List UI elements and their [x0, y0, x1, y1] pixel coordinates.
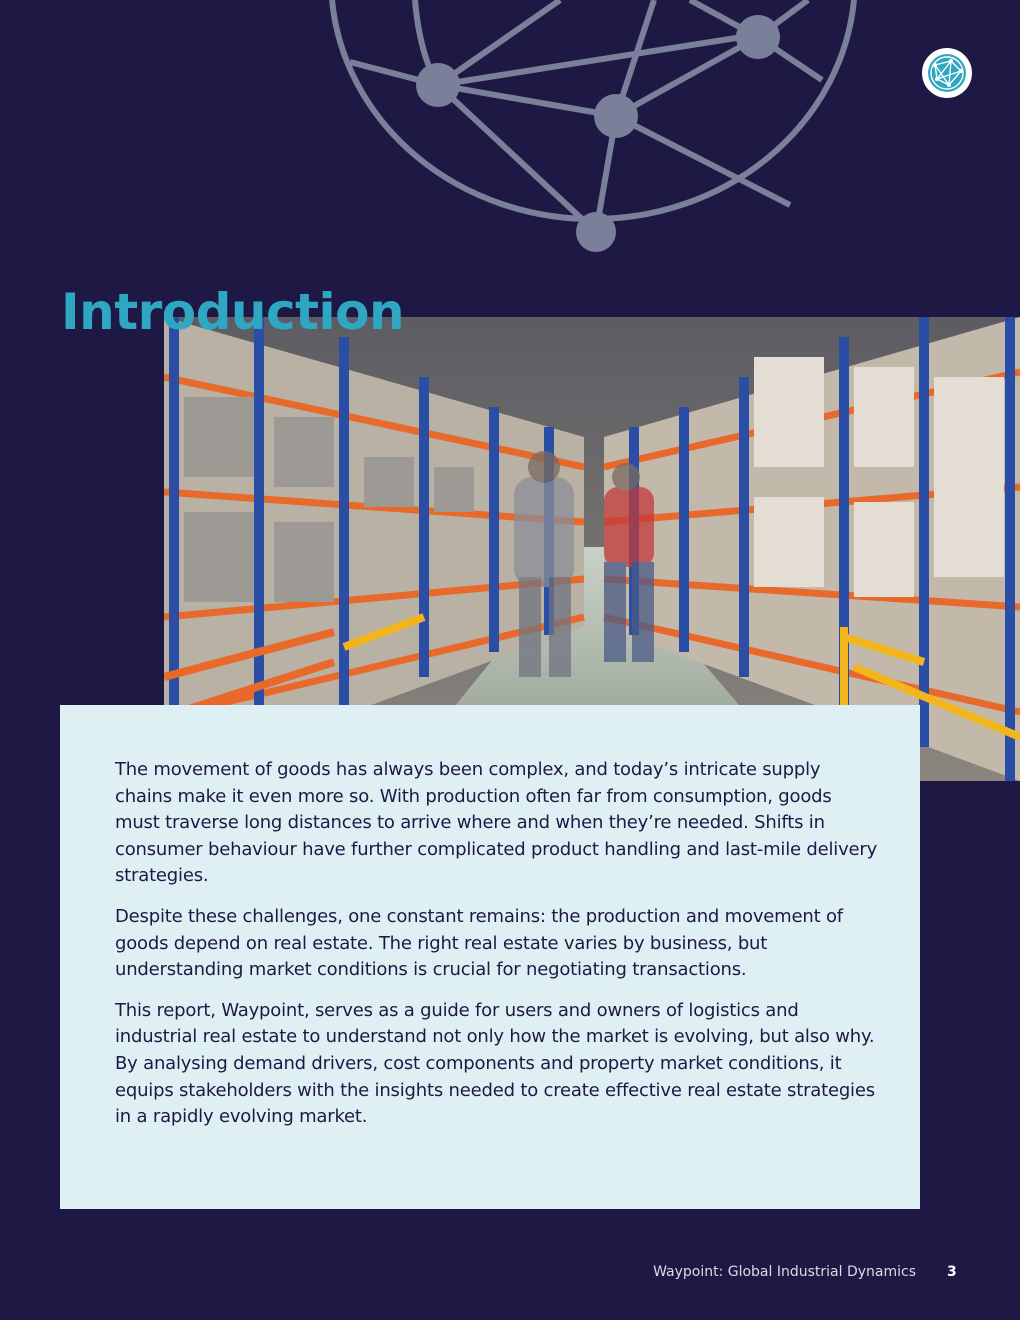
intro-paragraph-1: The movement of goods has always been complex, and today’s intricate supply chains make it even more so. With production often far from consumption, goods must traverse long distances to arrive where and when they’re needed. Shifts in consumer behaviour have further complicated product handling and last-mile delivery strategies. [115, 759, 878, 887]
globe-network-logo-icon [921, 47, 973, 99]
intro-paragraph-3: This report, Waypoint, serves as a guide for users and owners of logistics and industrial real estate to understand not only how the market is evolving, but also why. By analysing demand drivers, cost components and property market conditions, it equips stakeholders with the insights needed to create effective real estate strategies in a rapidly evolving market. [115, 999, 875, 1128]
intro-paragraph-2: Despite these challenges, one constant remains: the production and movement of goods depend on real estate. The right real estate varies by business, but understanding market conditions is crucial for negotiating transactions. [115, 905, 843, 981]
page-title: Introduction [61, 283, 405, 341]
footer-publication-title: Waypoint: Global Industrial Dynamics [653, 1264, 916, 1280]
network-globe-graphic [0, 0, 1020, 260]
intro-text-panel [60, 705, 920, 1209]
page-number: 3 [947, 1264, 957, 1280]
